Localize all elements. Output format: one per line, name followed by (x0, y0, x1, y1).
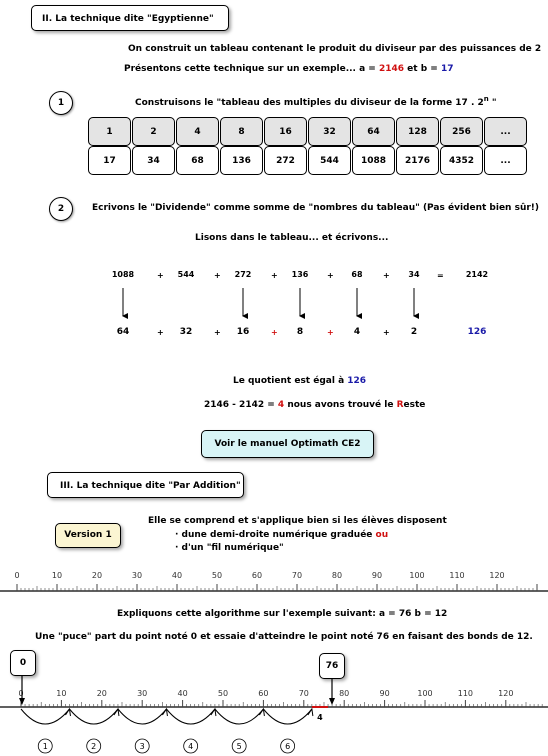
power-cell: 8 (220, 117, 263, 146)
jump-number: 1 (42, 742, 48, 751)
remainder-label: 4 (317, 713, 323, 722)
multiple-cell: 4352 (440, 146, 483, 175)
rest-end: este (403, 400, 426, 410)
section3-line1: Elle se comprend et s'applique bien si les élèves disposent (148, 516, 447, 526)
ruler-tick-label: 90 (371, 571, 383, 580)
sum-top-term: 544 (177, 270, 195, 279)
jump-arc (21, 709, 69, 724)
section3-title-num: III. (60, 481, 74, 491)
power-cell: 1 (88, 117, 131, 146)
ruler-tick-label: 90 (379, 689, 390, 698)
sum-bottom-term: 64 (116, 327, 130, 337)
jump-number: 2 (91, 742, 97, 751)
ruler-tick-label: 60 (251, 571, 263, 580)
plus-sign: + (271, 271, 278, 280)
multiple-cell: 17 (88, 146, 131, 175)
sum-top-term: 1088 (111, 270, 135, 279)
step1-badge: 1 (49, 91, 73, 115)
plus-sign: + (157, 271, 164, 280)
example-mid: et b = (404, 64, 441, 74)
sum-top-term: 272 (234, 270, 252, 279)
rest-value: 4 (277, 400, 285, 410)
sum-bottom-term: 4 (353, 327, 361, 337)
ruler-tick-label: 20 (91, 571, 103, 580)
explain-line1: Expliquons cette algorithme sur l'exemple suivant: a = 76 b = 12 (117, 609, 448, 619)
jump-arc (118, 709, 166, 724)
sum-top-total: 2142 (465, 270, 489, 279)
plus-sign: + (383, 328, 390, 337)
start-arrowhead (19, 698, 25, 705)
number-line-ruler (0, 571, 548, 591)
ruler-tick-label: 100 (417, 689, 433, 698)
multiple-cell: 2176 (396, 146, 439, 175)
power-cell: 256 (440, 117, 483, 146)
quotient-value: 126 (347, 376, 367, 386)
rest-r: R (396, 400, 404, 410)
jump-arc (69, 709, 117, 724)
target-marker: 76 (319, 653, 345, 679)
manual-button[interactable]: Voir le manuel Optimath CE2 (201, 430, 374, 458)
ruler-tick-label: 50 (211, 571, 223, 580)
plus-sign: + (214, 271, 221, 280)
ruler-tick-label: 70 (291, 571, 303, 580)
multiple-cell: 136 (220, 146, 263, 175)
ruler-tick-label: 30 (137, 689, 148, 698)
sum-top-term: 136 (291, 270, 309, 279)
jump-number: 3 (139, 742, 145, 751)
rest-pre: 2146 - 2142 = (204, 400, 278, 410)
step1-end: " (488, 98, 497, 108)
jump-number: 6 (285, 742, 291, 751)
jump-arc (166, 709, 214, 724)
ruler-tick-label: 30 (131, 571, 143, 580)
multiple-cell: 68 (176, 146, 219, 175)
section2-title-text: La technique dite "Egyptienne" (55, 14, 214, 24)
section3-title-text: La technique dite "Par Addition" (76, 481, 241, 491)
section2-intro: On construit un tableau contenant le produit du diviseur par des puissances de 2 (128, 44, 542, 54)
jump-arc (215, 709, 263, 724)
sum-bottom-term: 2 (410, 327, 418, 337)
sum-top-term: 68 (351, 270, 363, 279)
section3-title (47, 472, 244, 498)
ruler-tick-label: 120 (498, 689, 514, 698)
section3-bullet1 (175, 530, 388, 540)
step2-text: Ecrivons le "Dividende" comme somme de "nombres du tableau" (Pas évident bien sûr!) (92, 203, 540, 213)
section2-title-num: II. (42, 14, 53, 24)
sum-bottom-term: 16 (236, 327, 250, 337)
plus-sign: + (157, 328, 164, 337)
power-cell: 128 (396, 117, 439, 146)
equals-sign: = (437, 271, 444, 280)
sum-bottom-term: 32 (179, 327, 193, 337)
multiple-cell: 544 (308, 146, 351, 175)
multiple-cell: 272 (264, 146, 307, 175)
quotient-line (233, 376, 366, 386)
ruler-tick-label: 100 (409, 571, 425, 580)
ruler-tick-label: 110 (457, 689, 474, 698)
power-cell: 64 (352, 117, 395, 146)
power-cell: 4 (176, 117, 219, 146)
sum-bottom-total: 126 (467, 327, 487, 337)
example-pre: Présentons cette technique sur un exemple... a = (124, 64, 379, 74)
power-cell: ... (484, 117, 527, 146)
ruler-tick-label: 20 (96, 689, 107, 698)
value-b: 17 (440, 64, 454, 74)
ruler-tick-label: 110 (449, 571, 465, 580)
ruler-tick-label: 80 (339, 689, 350, 698)
power-cell: 16 (264, 117, 307, 146)
rest-line (204, 400, 425, 410)
explain-line2: Une "puce" part du point noté 0 et essaie d'atteindre le point noté 76 en faisant des bonds de 12. (35, 632, 533, 642)
section3-bullet2: · d'un "fil numérique" (175, 543, 284, 553)
value-a: 2146 (378, 64, 405, 74)
plus-sign: + (327, 271, 334, 280)
ruler-tick-label: 70 (298, 689, 309, 698)
plus-sign: + (327, 328, 334, 337)
ruler-tick-label: 40 (177, 689, 188, 698)
ruler-tick-label: 10 (56, 689, 67, 698)
jump-number: 4 (188, 742, 194, 751)
ruler-tick-label: 120 (489, 571, 505, 580)
sum-top-term: 34 (408, 270, 420, 279)
ruler-tick-label: 0 (18, 689, 24, 698)
plus-sign: + (271, 328, 278, 337)
bullet1-text: · dune demi-droite numérique graduée (175, 530, 376, 540)
ruler-tick-label: 40 (171, 571, 183, 580)
ruler-tick-label: 0 (14, 571, 20, 580)
ruler-tick-label: 80 (331, 571, 343, 580)
jump-number: 5 (236, 742, 242, 751)
start-marker: 0 (10, 650, 36, 676)
sum-arrows (123, 288, 414, 316)
multiple-cell: ... (484, 146, 527, 175)
bullet1-ou: ou (375, 530, 389, 540)
ruler-tick-label: 10 (51, 571, 63, 580)
plus-sign: + (214, 328, 221, 337)
step1-label: Construisons le "tableau des multiples du diviseur de la forme 17 . 2 (135, 98, 484, 108)
step2-read: Lisons dans le tableau... et écrivons... (195, 233, 389, 243)
quotient-pre: Le quotient est égal à (233, 376, 348, 386)
version-badge: Version 1 (55, 523, 121, 548)
target-arrowhead (329, 698, 335, 705)
power-cell: 32 (308, 117, 351, 146)
step2-badge: 2 (49, 197, 73, 221)
ruler-tick-label: 60 (258, 689, 269, 698)
rest-mid: nous avons trouvé le (284, 400, 397, 410)
power-cell: 2 (132, 117, 175, 146)
jump-arc (263, 709, 311, 724)
multiple-cell: 34 (132, 146, 175, 175)
ruler-tick-label: 50 (217, 689, 229, 698)
plus-sign: + (383, 271, 390, 280)
number-line-jumps (0, 674, 548, 753)
step1-sup: n (483, 95, 489, 103)
multiple-cell: 1088 (352, 146, 395, 175)
sum-bottom-term: 8 (296, 327, 304, 337)
